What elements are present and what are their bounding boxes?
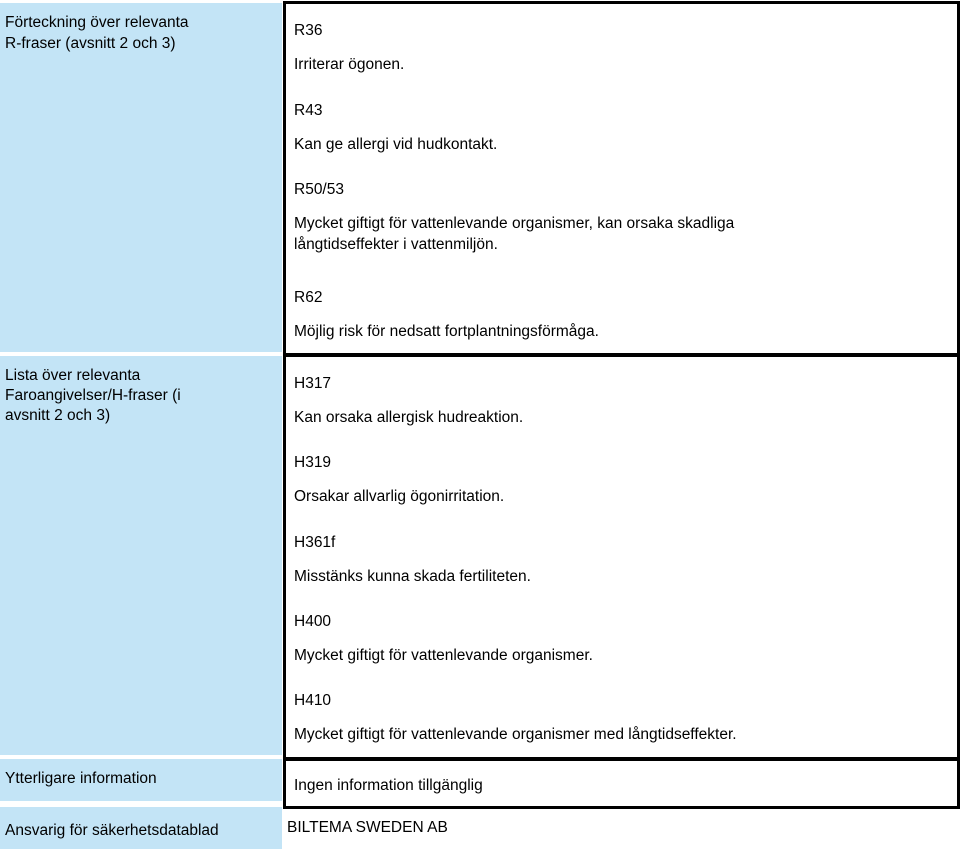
- responsible-value: BILTEMA SWEDEN AB: [287, 819, 448, 836]
- additional-info-label: Ytterligare information: [5, 770, 157, 787]
- h-phrases-label-cell: [0, 356, 282, 755]
- h319-text: Orsakar allvarlig ögonirritation.: [294, 488, 505, 505]
- h-phrases-label-line2: Faroangivelser/H-fraser (i: [5, 387, 181, 404]
- r36-code: R36: [294, 22, 323, 39]
- h319-code: H319: [294, 454, 332, 471]
- r50-53-text-line1: Mycket giftigt för vattenlevande organismer, kan orsaka skadliga: [294, 215, 735, 232]
- r43-code: R43: [294, 102, 323, 119]
- r62-code: R62: [294, 289, 323, 306]
- h361f-text: Misstänks kunna skada fertiliteten.: [294, 568, 531, 585]
- h361f-code: H361f: [294, 534, 336, 551]
- h410-text: Mycket giftigt för vattenlevande organismer med långtidseffekter.: [294, 726, 737, 743]
- h317-text: Kan orsaka allergisk hudreaktion.: [294, 409, 524, 426]
- r43-text: Kan ge allergi vid hudkontakt.: [294, 136, 498, 153]
- additional-info-label-cell: [0, 759, 282, 801]
- h-phrases-label-line3: avsnitt 2 och 3): [5, 407, 111, 424]
- r50-53-code: R50/53: [294, 181, 344, 198]
- r-phrases-label-line1: Förteckning över relevanta: [5, 14, 189, 31]
- r36-text: Irriterar ögonen.: [294, 56, 405, 73]
- h-phrases-label-line1: Lista över relevanta: [5, 367, 141, 384]
- responsible-label: Ansvarig för säkerhetsdatablad: [5, 822, 219, 839]
- h400-text: Mycket giftigt för vattenlevande organismer.: [294, 647, 593, 664]
- additional-info-box: [283, 758, 960, 809]
- additional-info-value: Ingen information tillgänglig: [294, 777, 483, 794]
- r-phrases-label-line2: R-fraser (avsnitt 2 och 3): [5, 35, 176, 52]
- h-phrases-box: [283, 354, 960, 760]
- h317-code: H317: [294, 375, 332, 392]
- r50-53-text-line2: långtidseffekter i vattenmiljön.: [294, 236, 498, 253]
- h410-code: H410: [294, 692, 332, 709]
- h400-code: H400: [294, 613, 332, 630]
- r-phrases-box: [283, 1, 960, 356]
- responsible-label-cell: [0, 807, 282, 849]
- r-phrases-label-cell: [0, 3, 282, 352]
- r62-text: Möjlig risk för nedsatt fortplantningsförmåga.: [294, 323, 599, 340]
